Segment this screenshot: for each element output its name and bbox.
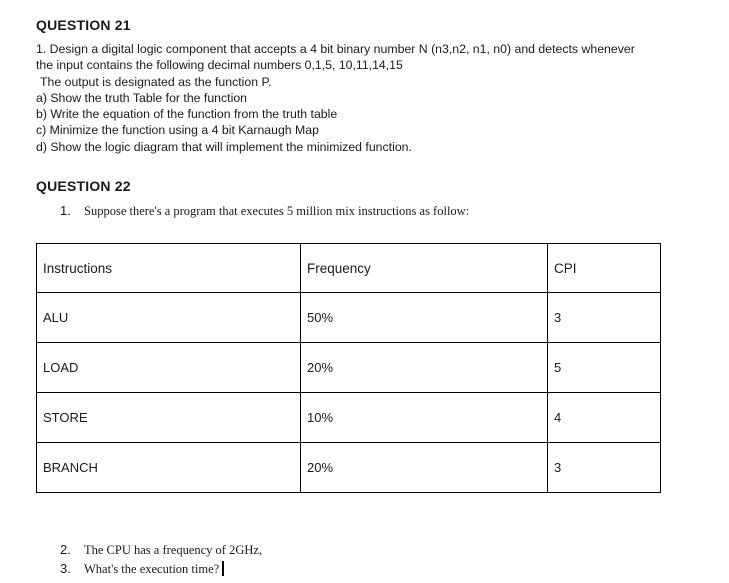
header-cpi: CPI (548, 244, 661, 293)
cell-frequency: 10% (301, 393, 548, 443)
text-cursor (222, 561, 224, 576)
question-21-body (36, 41, 676, 155)
question-21-heading: QUESTION 21 (36, 17, 131, 33)
q22-item-1 (60, 203, 469, 219)
cell-frequency: 20% (301, 343, 548, 393)
table-row (37, 343, 661, 393)
header-instructions: Instructions (37, 244, 301, 293)
q22-item-2 (60, 542, 262, 558)
q21-line-2: the input contains the following decimal numbers 0,1,5, 10,11,14,15 (36, 58, 403, 73)
q22-item-3-number: 3. (60, 561, 71, 576)
q22-item-2-text: The CPU has a frequency of 2GHz, (84, 543, 263, 557)
q22-item-3[interactable] (60, 561, 224, 577)
cell-instruction: ALU (37, 293, 301, 343)
table-row (37, 443, 661, 493)
cell-instruction: BRANCH (37, 443, 301, 493)
q21-line-1: 1. Design a digital logic component that accepts a 4 bit binary number N (n3,n2, n1, n0) and detects whenever (36, 42, 635, 56)
q22-item-1-text: Suppose there's a program that executes 5 million mix instructions as follow: (84, 204, 470, 218)
cell-cpi: 3 (548, 293, 661, 343)
q22-item-3-text[interactable]: What's the execution time? (84, 562, 220, 576)
cell-instruction: LOAD (37, 343, 301, 393)
cell-frequency: 20% (301, 443, 548, 493)
table-row (37, 393, 661, 443)
q21-part-d: d) Show the logic diagram that will implement the minimized function. (36, 139, 412, 154)
cell-frequency: 50% (301, 293, 548, 343)
cell-cpi: 3 (548, 443, 661, 493)
q22-item-1-number: 1. (60, 203, 71, 218)
cell-cpi: 5 (548, 343, 661, 393)
table-header-row (37, 244, 661, 293)
cell-instruction: STORE (37, 393, 301, 443)
question-22-heading: QUESTION 22 (36, 178, 131, 194)
cell-cpi: 4 (548, 393, 661, 443)
instruction-mix-table (36, 243, 661, 493)
q21-part-c: c) Minimize the function using a 4 bit Karnaugh Map (36, 123, 319, 138)
q21-part-b: b) Write the equation of the function from the truth table (36, 107, 338, 122)
q21-line-3: The output is designated as the function P. (40, 74, 272, 89)
header-frequency: Frequency (301, 244, 548, 293)
table-row (37, 293, 661, 343)
q22-item-2-number: 2. (60, 542, 71, 557)
q21-part-a: a) Show the truth Table for the function (36, 90, 247, 105)
